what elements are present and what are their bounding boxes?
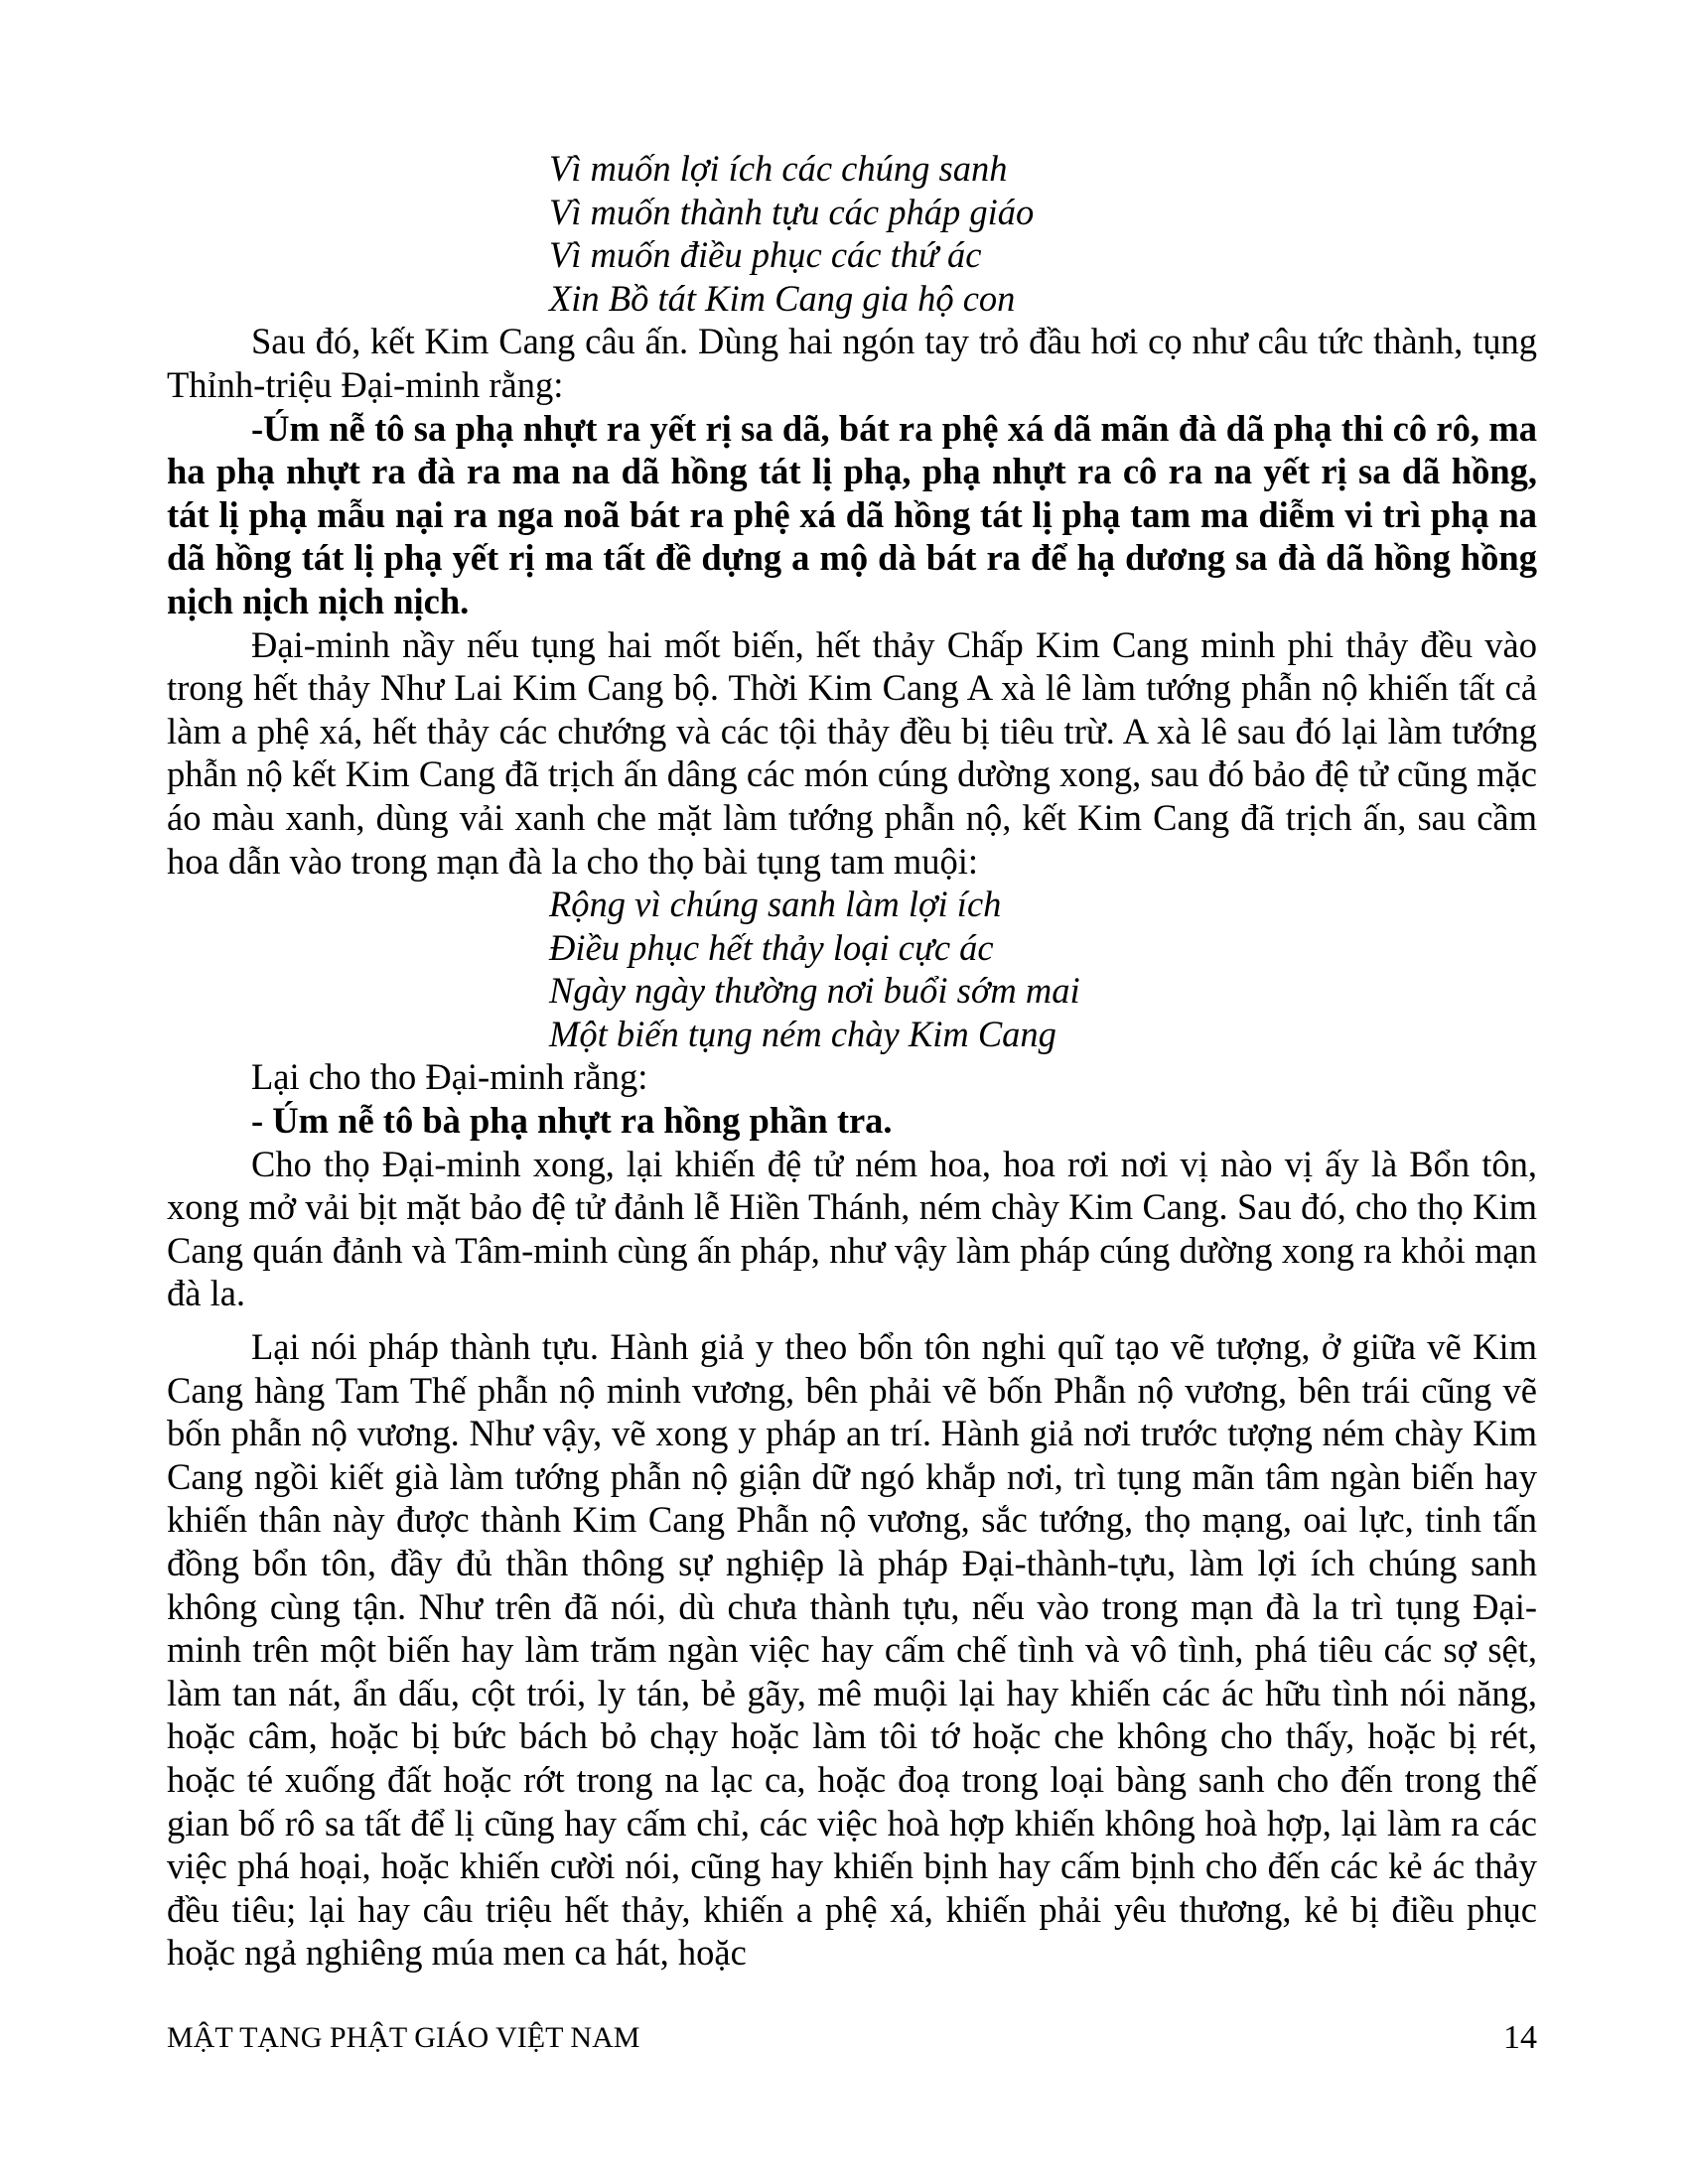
footer-title: MẬT TẠNG PHẬT GIÁO VIỆT NAM (167, 2021, 640, 2054)
verse-line: Một biến tụng ném chày Kim Cang (549, 1013, 1056, 1054)
page-number: 14 (1503, 2019, 1537, 2056)
verse-line: Vì muốn thành tựu các pháp giáo (549, 191, 1035, 232)
paragraph-1: Sau đó, kết Kim Cang câu ấn. Dùng hai ngón tay trỏ đầu hơi cọ như câu tức thành, tụng Thỉnh-triệu Đại-minh rằng: (167, 321, 1537, 405)
verse-block-1 (167, 147, 1537, 320)
verse-line: Vì muốn điều phục các thứ ác (549, 234, 982, 276)
paragraph-4: Cho thọ Đại-minh xong, lại khiến đệ tử ném hoa, hoa rơi nơi vị nào vị ấy là Bổn tôn, xong mở vải bịt mặt bảo đệ tử đảnh lễ Hiền Thánh, ném chày Kim Cang. Sau đó, cho thọ Kim Cang quán đảnh và Tâm-minh cùng ấn pháp, như vậy làm pháp cúng dường xong ra khỏi mạn đà la. (167, 1143, 1537, 1314)
verse-line: Vì muốn lợi ích các chúng sanh (549, 148, 1008, 189)
verse-line: Xin Bồ tát Kim Cang gia hộ con (549, 277, 1016, 319)
verse-line: Ngày ngày thường nơi buổi sớm mai (549, 970, 1080, 1012)
verse-block-2 (167, 883, 1537, 1055)
paragraph-5: Lại nói pháp thành tựu. Hành giả y theo bổn tôn nghi quĩ tạo vẽ tượng, ở giữa vẽ Kim Cang hàng Tam Thế phẫn nộ minh vương, bên phải vẽ bốn Phẫn nộ vương, bên trái cũng vẽ bốn phẫn nộ vương. Như vậy, vẽ xong y pháp an trí. Hành giả nơi trước tượng ném chày Kim Cang ngồi kiết già làm tướng phẫn nộ giận dữ ngó khắp nơi, trì tụng mãn tâm ngàn biến hay khiến thân này được thành Kim Cang Phẫn nộ vương, sắc tướng, thọ mạng, oai lực, tinh tấn đồng bổn tôn, đầy đủ thần thông sự nghiệp là pháp Đại-thành-tựu, làm lợi ích chúng sanh không cùng tận. Như trên đã nói, dù chưa thành tựu, nếu vào trong mạn đà la trì tụng Đại-minh trên một biến hay làm trăm ngàn việc hay cấm chế tình và vô tình, phá tiêu các sợ sệt, làm tan nát, ẩn dấu, cột trói, ly tán, bẻ gãy, mê muội lại hay khiến các ác hữu tình nói năng, hoặc câm, hoặc bị bức bách bỏ chạy hoặc làm tôi tớ hoặc che không cho thấy, hoặc bị rét, hoặc té xuống đất hoặc rớt trong na lạc ca, hoặc đoạ trong loại bàng sanh cho đến trong thế gian bố rô sa tất để lị cũng hay cấm chỉ, các việc hoà hợp khiến không hoà hợp, lại làm ra các việc phá hoại, hoặc khiến cười nói, cũng hay khiến bịnh hay cấm bịnh cho đến các kẻ ác thảy đều tiêu; lại hay câu triệu hết thảy, khiến a phệ xá, khiến phải yêu thương, kẻ bị điều phục hoặc ngả nghiêng múa men ca hát, hoặc (167, 1326, 1537, 1974)
verse-line: Rộng vì chúng sanh làm lợi ích (549, 884, 1002, 925)
mantra-2: - Úm nễ tô bà phạ nhựt ra hồng phần tra. (251, 1100, 893, 1142)
paragraph-3: Lại cho tho Đại-minh rằng: (251, 1056, 648, 1098)
mantra-1: -Úm nễ tô sa phạ nhựt ra yết rị sa dã, bát ra phệ xá dã mãn đà dã phạ thi cô rô, ma ha phạ nhựt ra đà ra ma na dã hồng tát lị phạ, phạ nhựt ra cô ra na yết rị sa dã hồng, tát lị phạ mẫu nại ra nga noã bát ra phệ xá dã hồng tát lị phạ tam ma diễm vi trì phạ na dã hồng tát lị phạ yết rị ma tất đề dựng a mộ dà bát ra để hạ dương sa đà dã hồng hồng nịch nịch nịch nịch. (167, 407, 1537, 621)
paragraph-2: Đại-minh nầy nếu tụng hai mốt biến, hết thảy Chấp Kim Cang minh phi thảy đều vào trong hết thảy Như Lai Kim Cang bộ. Thời Kim Cang A xà lê làm tướng phẫn nộ khiến tất cả làm a phệ xá, hết thảy các chướng và các tội thảy đều bị tiêu trừ. A xà lê sau đó lại làm tướng phẫn nộ kết Kim Cang đã trịch ấn dâng các món cúng dường xong, sau đó bảo đệ tử cũng mặc áo màu xanh, dùng vải xanh che mặt làm tướng phẫn nộ, kết Kim Cang đã trịch ấn, sau cầm hoa dẫn vào trong mạn đà la cho thọ bài tụng tam muội: (167, 623, 1537, 882)
verse-line: Điều phục hết thảy loại cực ác (549, 926, 994, 968)
body-text (167, 147, 1537, 1975)
